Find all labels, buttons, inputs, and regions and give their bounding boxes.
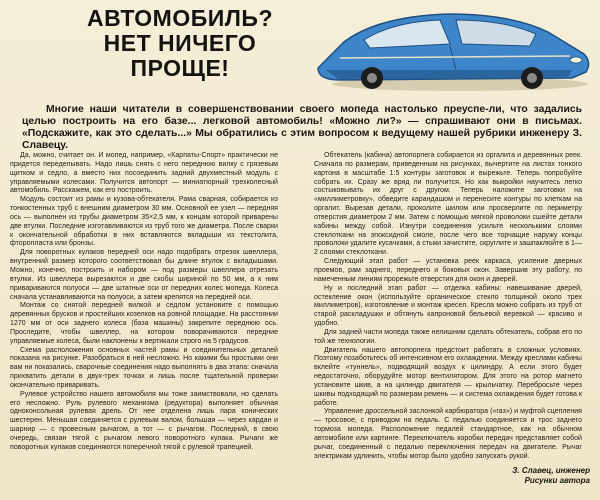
body-paragraph: Ну и последний этап работ — отделка кабины: навешивание дверей, остекление окон (используйте органическое стекло толщиной около трех миллиметров), изготовление и монтаж кресел. Кресла можно собрать из труб от старой раскладушки и обтянуть капроновой бельевой веревкой — красиво и удобно.: [314, 284, 582, 328]
author-signature: [460, 466, 590, 485]
article-title: [70, 6, 290, 81]
body-paragraph: Для поворотных кулаков передней оси надо подобрать отрезок швеллера, внутренний размер которого соответствовал бы длине втулок с вкладышами. Можно, конечно, построить и набором — под размеры швеллера отрезать втулки. Из швеллера вырезаются и две скобы шириной по 50 мм, а к ним привариваются полуоси — две штатные оси от передних колес мопеда. Колеса сначала устанавливаются на полуоси, а затем крепятся на передней оси.: [10, 249, 278, 301]
body-paragraph: Управление дроссельной заслонкой карбюратора («газ») и муфтой сцепления — тросовое, с приводом на педаль. С педалью соединяется и трос заднего тормоза мопеда. Расположение педалей стандартное, как на обычном автомобиле или картинге. Переключатель коробки передач представляет собой рычаг, соединенный с педалью переключения передач на двигателе. Рычаг электрикам удлинить, чтобы мотор было удобно запускать рукой.: [314, 408, 582, 460]
body-paragraph: Монтаж со снятой передней вилкой и седлом установите с помощью деревянных брусков и простейших козелков на ровной площадке. На расстоянии 1270 мм от оси заднего колеса (база машины) закрепите переднюю ось. Проследите, чтобы швеллер, на котором поворачиваются передние управляемые колеса, были наклонены к вертикали строго на 5 градусов.: [10, 302, 278, 345]
right-column: [314, 152, 582, 462]
title-line-2: НЕТ НИЧЕГО: [103, 30, 257, 56]
car-illustration-icon: [300, 2, 596, 94]
left-column: [10, 152, 278, 453]
title-line-3: ПРОЩЕ!: [130, 55, 230, 81]
illustrator-credit: Рисунки автора: [524, 475, 590, 485]
body-paragraph: Да, можно, считает он. И мопед, например, «Карпаты-Спорт» практически не придется переделывать. Надо лишь снять с него переднюю вилку с грязевым щитком и седло, а вместо них посоединить задний двухместный модуль с управляемыми колесами. Получится автопорт — миниатюрный трехколесный автомобиль. Расскажем, как его построить.: [10, 152, 278, 195]
title-line-1: АВТОМОБИЛЬ?: [86, 5, 274, 31]
body-paragraph: Для задней части мопеда также нелишним сделать обтекатель, собрав его по той же технологии.: [314, 328, 582, 345]
author-name: З. Славец, инженер: [512, 466, 590, 475]
body-paragraph: Двигатель нашего автопорпега предстоит работать в сложных условиях. Поэтому позаботьтесь об интенсивном его охлаждении. Между креслами кабины вклейте «туннель», подводящий воздух к цилиндру. А если этого будет недостаточно, оборудуйте мотор вентилятором. Для этого на ротор магнето установите шкив, а на цилиндр двигателя — крыльчатку. Перебросьте через шкивы подходящий по размерам ремень — и система охлаждения будет готова к работе.: [314, 346, 582, 407]
body-paragraph: Рулевое устройство нашего автомобиля мы тоже заимствовали, но сделать его несложно. Руль рулевого механизма (редуктора) выполняет обычная одноконсольная рулевая дрель. От нее отделена лишь пара конических шестерен. Меньшая соединяется с рулевым валом, большая — через кардан и шарнир — с провесным рычагом, а тот — с рычагом. Последний, в свою очередь, связан тягой с рычагом левого поворотного кулака. Рычаги же поворотных кулаков соединяются поперечной тягой с рулевой трапецией.: [10, 390, 278, 451]
body-paragraph: Схема расположения основных частей рамы и соединительных деталей показана на рисунке. Разобраться в ней несложно. Но какими бы простыми они вам ни показались, сварочные соединения надо выполнять в два этапа: сначала прихватить детали в двух-трех точках и лишь после тщательной проверки окончательно приваривать.: [10, 346, 278, 389]
body-paragraph: Следующий этап работ — установка реек каркаса, усиление дверных проемов, рам заднего, переднего и боковых окон. Завершив эту работу, по намеченным линиям прорежьте отверстия для окон и дверей.: [314, 258, 582, 283]
body-paragraph: Обтекатель (кабина) автопорпега собирается из оргалита и деревянных реек. Сначала по размерам, приведенным на рисунках, вычертите на листах тонкого картона в масштабе 1:5 контуры заготовок и вырежьте. Теперь попробуйте собрать их. Сразу же вряд ли получится. Но как выкройки научитесь легко состыковывать их друг с другом. Теперь наложите заготовки на «миллиметровку», обведите карандашом и перенесите контуры по клеткам на оргалит. Вырезав детали, проколите шилом или просверлите по периметру отверстия диаметром 2 мм. Затем с помощью мягкой проволоки сшейте детали кабины между собой. Изнутри соединения усильте несколькими слоями стеклоткани на эпоксидной смоле, после чего все торчащие наружу концы проволоки удалите кусачками, а стыки зачистите, скруглите и зашпаклюйте в 1—2 слоями стеклоткани.: [314, 152, 582, 257]
lead-paragraph: Многие наши читатели в совершенствовании своего мопеда настолько преуспе-ли, что задались целью построить на его базе... легковой автомобиль! «Можно ли?» — спрашивают они в письмах. «Подскажите, как это сделать...» Мы обратились с этим вопросом к ведущему нашей рубрики инженеру З. Славецу.: [22, 104, 582, 151]
article-lead: [22, 104, 582, 152]
body-paragraph: Модуль состоит из рамы и кузова-обтекателя. Рама сварная, собирается из тонкостенных труб с внешним диаметром 30 мм. Основной ее узел — передняя ось — выполнен из трубы диаметром 35×2,5 мм, к концам которой приварены две втулки. Последние изготавливаются из труб того же диаметра. После сварки к окончательной обработки в них вставляются вкладыши из текстолита, фторопласта или бронзы.: [10, 196, 278, 248]
